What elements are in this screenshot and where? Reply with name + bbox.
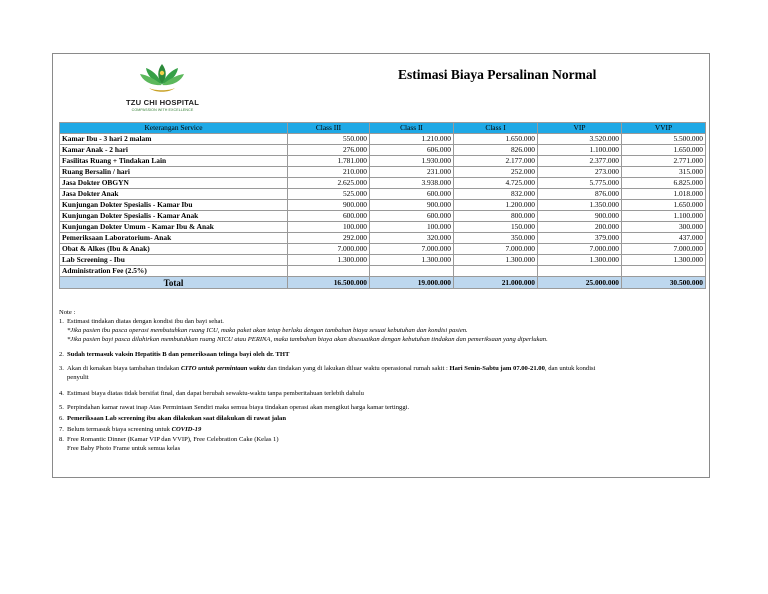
cost-cell: 300.000 [622, 222, 706, 233]
cost-cell: 550.000 [288, 134, 370, 145]
cost-cell: 2.177.000 [454, 156, 538, 167]
cost-cell: 1.350.000 [538, 200, 622, 211]
document-sheet [52, 53, 710, 478]
note-text: Estimasi tindakan diatas dengan kondisi ibu dan bayi sehat. [67, 318, 224, 325]
cost-cell: 5.775.000 [538, 178, 622, 189]
total-cell: 19.000.000 [370, 277, 454, 289]
row-label: Fasilitas Ruang + Tindakan Lain [60, 156, 288, 167]
note-text-emphasis: Hari Senin-Sabtu jam 07.00-21.00 [449, 365, 545, 372]
cost-cell: 800.000 [454, 211, 538, 222]
total-cell: 25.000.000 [538, 277, 622, 289]
cost-cell: 210.000 [288, 167, 370, 178]
cost-cell: 600.000 [370, 189, 454, 200]
table-row [60, 178, 706, 189]
cost-cell: 606.000 [370, 145, 454, 156]
note-continuation: Free Baby Photo Frame untuk semua kelas [67, 445, 181, 452]
cost-cell: 292.000 [288, 233, 370, 244]
cost-cell: 6.825.000 [622, 178, 706, 189]
table-row [60, 134, 706, 145]
logo-tagline: COMPASSION WITH EXCELLENCE [131, 108, 194, 112]
cost-cell: 2.625.000 [288, 178, 370, 189]
page-title: Estimasi Biaya Persalinan Normal [398, 67, 597, 82]
cost-cell: 900.000 [288, 200, 370, 211]
total-label: Total [60, 277, 288, 289]
note-text: Perpindahan kamar rawat inap Atas Permintaan Sendiri maka semua biaya tindakan operasi akan mengikut harga kamar tertinggi. [67, 404, 410, 411]
cost-cell: 7.000.000 [622, 244, 706, 255]
cost-cell: 231.000 [370, 167, 454, 178]
cost-cell: 100.000 [370, 222, 454, 233]
cost-cell: 7.000.000 [370, 244, 454, 255]
note-text-part: dan tindakan yang di lakukan diluar waktu operasional rumah sakit : [265, 365, 450, 372]
cost-cell: 600.000 [370, 211, 454, 222]
cost-cell [288, 266, 370, 277]
cost-cell: 900.000 [370, 200, 454, 211]
cost-cell: 1.210.000 [370, 134, 454, 145]
table-row [60, 156, 706, 167]
column-header: VIP [538, 123, 622, 134]
row-label: Kamar Ibu - 3 hari 2 malam [60, 134, 288, 145]
cost-cell: 1.100.000 [538, 145, 622, 156]
cost-cell: 2.377.000 [538, 156, 622, 167]
cost-cell: 350.000 [454, 233, 538, 244]
table-row [60, 244, 706, 255]
cost-cell: 315.000 [622, 167, 706, 178]
cost-cell: 1.650.000 [454, 134, 538, 145]
note-number: 7. [59, 426, 64, 433]
cost-cell: 1.300.000 [538, 255, 622, 266]
cost-cell: 876.000 [538, 189, 622, 200]
row-label: Kamar Anak - 2 hari [60, 145, 288, 156]
cost-cell: 1.930.000 [370, 156, 454, 167]
row-label: Jasa Dokter Anak [60, 189, 288, 200]
table-row [60, 255, 706, 266]
cost-cell [370, 266, 454, 277]
cost-cell: 832.000 [454, 189, 538, 200]
column-header: Class I [454, 123, 538, 134]
note-number: 5. [59, 404, 64, 411]
note-text: Estimasi biaya diatas tidak bersifat final, dan dapat berubah sewaktu-waktu tanpa pemberitahuan terlebih dahulu [67, 390, 364, 397]
column-header: VVIP [622, 123, 706, 134]
cost-cell: 3.520.000 [538, 134, 622, 145]
cost-cell [622, 266, 706, 277]
table-header-row [60, 123, 706, 134]
total-row [60, 277, 706, 289]
cost-cell: 2.771.000 [622, 156, 706, 167]
cost-cell: 150.000 [454, 222, 538, 233]
cost-cell: 1.300.000 [288, 255, 370, 266]
cost-cell: 100.000 [288, 222, 370, 233]
row-label: Jasa Dokter OBGYN [60, 178, 288, 189]
cost-cell: 5.500.000 [622, 134, 706, 145]
note-number: 8. [59, 436, 64, 443]
cost-cell [454, 266, 538, 277]
cost-cell: 437.000 [622, 233, 706, 244]
cost-cell: 273.000 [538, 167, 622, 178]
table-row [60, 167, 706, 178]
table-row [60, 145, 706, 156]
row-label: Kunjungan Dokter Spesialis - Kamar Ibu [60, 200, 288, 211]
note-text-emphasis: COVID-19 [171, 426, 202, 433]
row-label: Administration Fee (2.5%) [60, 266, 288, 277]
notes-heading: Note : [59, 309, 76, 316]
note-text: Sudah termasuk vaksin Hepatitis B dan pemeriksaan telinga bayi oleh dr. THT [67, 351, 290, 358]
cost-cell: 1.300.000 [370, 255, 454, 266]
table-row [60, 211, 706, 222]
row-label: Ruang Bersalin / hari [60, 167, 288, 178]
hospital-logo [120, 58, 205, 116]
cost-cell: 600.000 [288, 211, 370, 222]
cost-cell: 1.650.000 [622, 200, 706, 211]
cost-cell: 826.000 [454, 145, 538, 156]
cost-cell: 1.781.000 [288, 156, 370, 167]
cost-cell: 252.000 [454, 167, 538, 178]
table-row [60, 222, 706, 233]
column-header: Class II [370, 123, 454, 134]
note-text-part: Belum termasuk biaya screening untuk [67, 426, 172, 433]
logo-name: TZU CHI HOSPITAL [125, 98, 200, 107]
note-subtext: *Jika pasien bayi pasca dilahirkan membutuhkan ruang NICU atau PERINA, maka tambahan biaya akan disesuaikan dengan kebutuhan tindakan dan pemeriksaan yang diperlukan. [67, 336, 548, 343]
cost-cell: 320.000 [370, 233, 454, 244]
total-cell: 30.500.000 [622, 277, 706, 289]
total-cell: 21.000.000 [454, 277, 538, 289]
cost-cell: 379.000 [538, 233, 622, 244]
cost-cell: 1.300.000 [622, 255, 706, 266]
note-text-emphasis: CITO untuk permintaan waktu [180, 365, 266, 372]
cost-cell: 1.100.000 [622, 211, 706, 222]
row-label: Lab Screening - Ibu [60, 255, 288, 266]
cost-cell: 276.000 [288, 145, 370, 156]
cost-table [59, 122, 706, 289]
note-text: Free Romantic Dinner (Kamar VIP dan VVIP), Free Celebration Cake (Kelas 1) [67, 436, 279, 443]
row-label: Kunjungan Dokter Spesialis - Kamar Anak [60, 211, 288, 222]
note-text [67, 364, 703, 373]
note-text [67, 425, 703, 434]
note-number: 6. [59, 415, 64, 422]
table-row [60, 266, 706, 277]
row-label: Pemeriksaan Laboratorium- Anak [60, 233, 288, 244]
cost-cell: 525.000 [288, 189, 370, 200]
column-header: Keterangan Service [60, 123, 288, 134]
cost-cell: 1.300.000 [454, 255, 538, 266]
total-cell: 16.500.000 [288, 277, 370, 289]
cost-cell: 200.000 [538, 222, 622, 233]
cost-cell [538, 266, 622, 277]
table-row [60, 189, 706, 200]
cost-cell: 1.200.000 [454, 200, 538, 211]
cost-cell: 7.000.000 [288, 244, 370, 255]
cost-cell: 1.018.000 [622, 189, 706, 200]
cost-cell: 1.650.000 [622, 145, 706, 156]
note-number: 1. [59, 318, 64, 325]
table-row [60, 233, 706, 244]
note-number: 2. [59, 351, 64, 358]
note-number: 4. [59, 390, 64, 397]
note-subtext: *Jika pasien ibu pasca operasi membutuhkan ruang ICU, maka paket akan tetap berlaku dengan tambahan biaya sesuai kebutuhan dan kondisi pasien. [67, 327, 468, 334]
note-number: 3. [59, 365, 64, 372]
row-label: Kunjungan Dokter Umum - Kamar Ibu & Anak [60, 222, 288, 233]
cost-cell: 900.000 [538, 211, 622, 222]
cost-cell: 7.000.000 [454, 244, 538, 255]
row-label: Obat & Alkes (Ibu & Anak) [60, 244, 288, 255]
cost-cell: 4.725.000 [454, 178, 538, 189]
lotus-emblem-icon [137, 60, 187, 96]
note-continuation: penyulit [67, 374, 89, 381]
note-text-part: , dan untuk kondisi [544, 365, 596, 372]
cost-cell: 7.000.000 [538, 244, 622, 255]
cost-cell: 3.938.000 [370, 178, 454, 189]
note-text-part: Akan di kenakan biaya tambahan tindakan [67, 365, 181, 372]
table-row [60, 200, 706, 211]
column-header: Class III [288, 123, 370, 134]
note-text: Pemeriksaan Lab screening ibu akan dilakukan saat dilakukan di rawat jalan [67, 415, 286, 422]
